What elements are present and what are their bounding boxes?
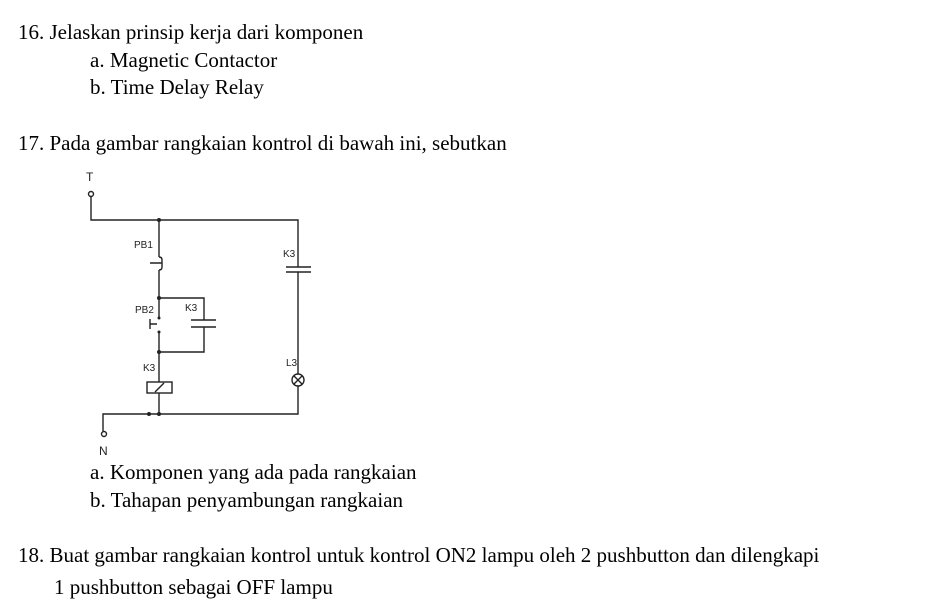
question-16: 16. Jelaskan prinsip kerja dari komponen: [18, 20, 364, 44]
label-n: N: [99, 444, 108, 458]
coil-slash: [155, 383, 164, 392]
label-l3: L3: [286, 358, 298, 369]
question-17-a: a. Komponen yang ada pada rangkaian: [90, 460, 417, 484]
label-pb2: PB2: [135, 305, 154, 316]
question-18-cont: 1 pushbutton sebagai OFF lampu: [54, 575, 333, 599]
question-16-b: b. Time Delay Relay: [90, 75, 264, 99]
question-17-b: b. Tahapan penyambungan rangkaian: [90, 488, 404, 512]
question-18: 18. Buat gambar rangkaian kontrol untuk kontrol ON2 lampu oleh 2 pushbutton dan dilengkapi: [18, 543, 820, 567]
terminal-t: [89, 192, 94, 197]
pb2-contact: [150, 319, 157, 329]
label-k3-coil: K3: [143, 363, 156, 374]
label-k3-lamp: K3: [283, 249, 296, 260]
k3-lamp-contact: [286, 267, 311, 272]
lamp-cross: [294, 376, 302, 384]
label-k3-hold: K3: [185, 303, 198, 314]
question-16-a: a. Magnetic Contactor: [90, 48, 278, 72]
wire-main: [91, 197, 298, 431]
terminal-n: [102, 432, 107, 437]
pb1-contact: [150, 257, 162, 270]
question-17: 17. Pada gambar rangkaian kontrol di bawah ini, sebutkan: [18, 131, 507, 155]
label-pb1: PB1: [134, 240, 153, 251]
label-t: T: [86, 170, 94, 184]
